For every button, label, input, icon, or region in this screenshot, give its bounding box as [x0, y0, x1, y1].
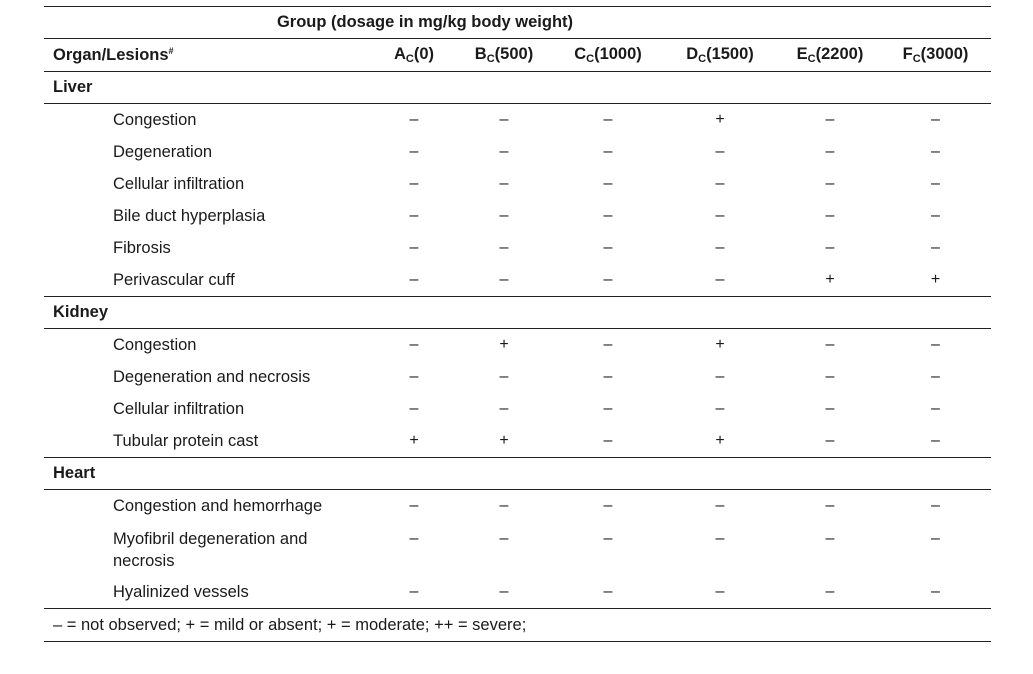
- table-cell: –: [409, 271, 419, 288]
- column-header-row: [44, 39, 991, 71]
- lesion-label: Fibrosis: [113, 238, 171, 257]
- footnote: – = not observed; + = mild or absent; + = moderate; ++ = severe;: [53, 615, 527, 634]
- organ-kidney: Kidney: [53, 303, 109, 321]
- table-cell: –: [715, 497, 725, 514]
- table-cell: –: [715, 368, 725, 385]
- table-cell: –: [825, 175, 835, 192]
- table-cell: –: [499, 497, 509, 514]
- lesion-label: Congestion: [113, 335, 197, 354]
- table-cell: –: [603, 175, 613, 192]
- table-cell: –: [499, 271, 509, 288]
- table-cell: –: [603, 530, 613, 547]
- table-cell: –: [825, 207, 835, 224]
- table-cell: –: [715, 271, 725, 288]
- table-cell: –: [409, 400, 419, 417]
- table-row: [44, 136, 991, 168]
- table-cell: +: [715, 432, 725, 449]
- table-cell: +: [930, 271, 941, 288]
- table-cell: –: [715, 207, 725, 224]
- table-cell: –: [603, 271, 613, 288]
- table-cell: –: [603, 432, 613, 449]
- table-row: [44, 393, 991, 425]
- table-cell: –: [603, 143, 613, 160]
- table-cell: –: [931, 239, 940, 256]
- table-cell: –: [409, 336, 419, 353]
- table-cell: –: [499, 583, 509, 600]
- table-cell: –: [715, 175, 725, 192]
- lesion-label: Degeneration and necrosis: [113, 367, 311, 386]
- table-cell: –: [931, 368, 940, 385]
- table-cell: –: [931, 207, 940, 224]
- table-cell: –: [499, 111, 509, 128]
- group-header-row: [44, 7, 991, 38]
- organ-heart: Heart: [53, 464, 96, 482]
- column-header-c: $C_C(1000)$: [574, 45, 642, 65]
- lesion-label: Hyalinized vessels: [113, 582, 249, 601]
- lesion-label: Perivascular cuff: [113, 270, 235, 289]
- table-cell: –: [825, 368, 835, 385]
- table-cell: –: [825, 143, 835, 160]
- table-cell: –: [499, 530, 509, 547]
- table-row: [44, 490, 991, 522]
- table-cell: –: [825, 400, 835, 417]
- table-row: [44, 200, 991, 232]
- lesion-label: Cellular infiltration: [113, 174, 245, 193]
- lesion-label: Cellular infiltration: [113, 399, 245, 418]
- column-header-b: $B_C(500)$: [474, 45, 534, 65]
- table-cell: –: [603, 111, 613, 128]
- table-cell: –: [825, 239, 835, 256]
- column-header-f: $F_C(3000)$: [902, 45, 969, 65]
- table-row: [44, 232, 991, 264]
- lesion-label: Congestion and hemorrhage: [113, 496, 323, 515]
- group-header: Group (dosage in mg/kg body weight): [276, 13, 574, 31]
- table-cell: –: [409, 530, 419, 547]
- table-cell: –: [603, 336, 613, 353]
- organ-header: Organ/Lesions#: [53, 45, 174, 64]
- table-row: [44, 361, 991, 393]
- column-header-a: $A_C(0)$: [393, 45, 435, 65]
- table-cell: –: [603, 368, 613, 385]
- table-cell: –: [931, 175, 940, 192]
- table-cell: +: [715, 336, 725, 353]
- table-cell: +: [715, 111, 725, 128]
- table-cell: –: [715, 239, 725, 256]
- lesion-label: Myofibril degeneration and necrosis: [113, 530, 308, 570]
- table-cell: –: [603, 583, 613, 600]
- column-header-d: $D_C(1500)$: [686, 45, 754, 65]
- table-cell: –: [409, 368, 419, 385]
- table-row: [44, 264, 991, 296]
- table-cell: –: [409, 239, 419, 256]
- table-cell: –: [825, 530, 835, 547]
- table-cell: –: [409, 175, 419, 192]
- table-cell: +: [499, 432, 509, 449]
- table-body: [44, 72, 991, 609]
- table-cell: –: [603, 239, 613, 256]
- table-cell: –: [409, 497, 419, 514]
- table-cell: –: [931, 111, 940, 128]
- table-cell: –: [825, 336, 835, 353]
- table-cell: –: [499, 143, 509, 160]
- table-cell: –: [715, 583, 725, 600]
- table-row: [44, 522, 991, 576]
- lesion-label: Bile duct hyperplasia: [113, 206, 266, 225]
- table-cell: –: [409, 111, 419, 128]
- table-row: [44, 425, 991, 457]
- table-cell: –: [499, 400, 509, 417]
- lesion-table: [44, 6, 991, 642]
- table-cell: –: [931, 143, 940, 160]
- table-row: [44, 576, 991, 608]
- table-cell: –: [603, 207, 613, 224]
- table-cell: –: [409, 583, 419, 600]
- table-cell: +: [409, 432, 419, 449]
- table-cell: –: [409, 207, 419, 224]
- column-header-e: $E_C(2200)$: [796, 45, 864, 65]
- table-cell: –: [499, 239, 509, 256]
- table-cell: –: [825, 583, 835, 600]
- table-cell: –: [825, 432, 835, 449]
- organ-liver: Liver: [53, 78, 93, 96]
- lesion-label: Tubular protein cast: [113, 431, 259, 450]
- table-cell: +: [499, 336, 509, 353]
- table-cell: +: [825, 271, 835, 288]
- dose-column-headers: [376, 45, 991, 65]
- table-row: [44, 329, 991, 361]
- table-cell: –: [931, 497, 940, 514]
- table-cell: –: [499, 368, 509, 385]
- table-row: [44, 104, 991, 136]
- table-cell: –: [603, 497, 613, 514]
- table-cell: –: [715, 400, 725, 417]
- table-cell: –: [825, 111, 835, 128]
- table-cell: –: [931, 432, 940, 449]
- table-cell: –: [715, 530, 725, 547]
- table-bottom-rule: [44, 641, 991, 642]
- table-cell: –: [499, 175, 509, 192]
- table-cell: –: [931, 400, 940, 417]
- table-cell: –: [499, 207, 509, 224]
- table-cell: –: [931, 336, 940, 353]
- organ-header-mark: #: [168, 45, 174, 56]
- table-cell: –: [825, 497, 835, 514]
- table-cell: –: [409, 143, 419, 160]
- table-cell: –: [715, 143, 725, 160]
- table-cell: –: [931, 530, 940, 547]
- lesion-label: Degeneration: [113, 142, 213, 161]
- lesion-label: Congestion: [113, 110, 197, 129]
- table-cell: –: [931, 583, 940, 600]
- table-row: [44, 168, 991, 200]
- table-cell: –: [603, 400, 613, 417]
